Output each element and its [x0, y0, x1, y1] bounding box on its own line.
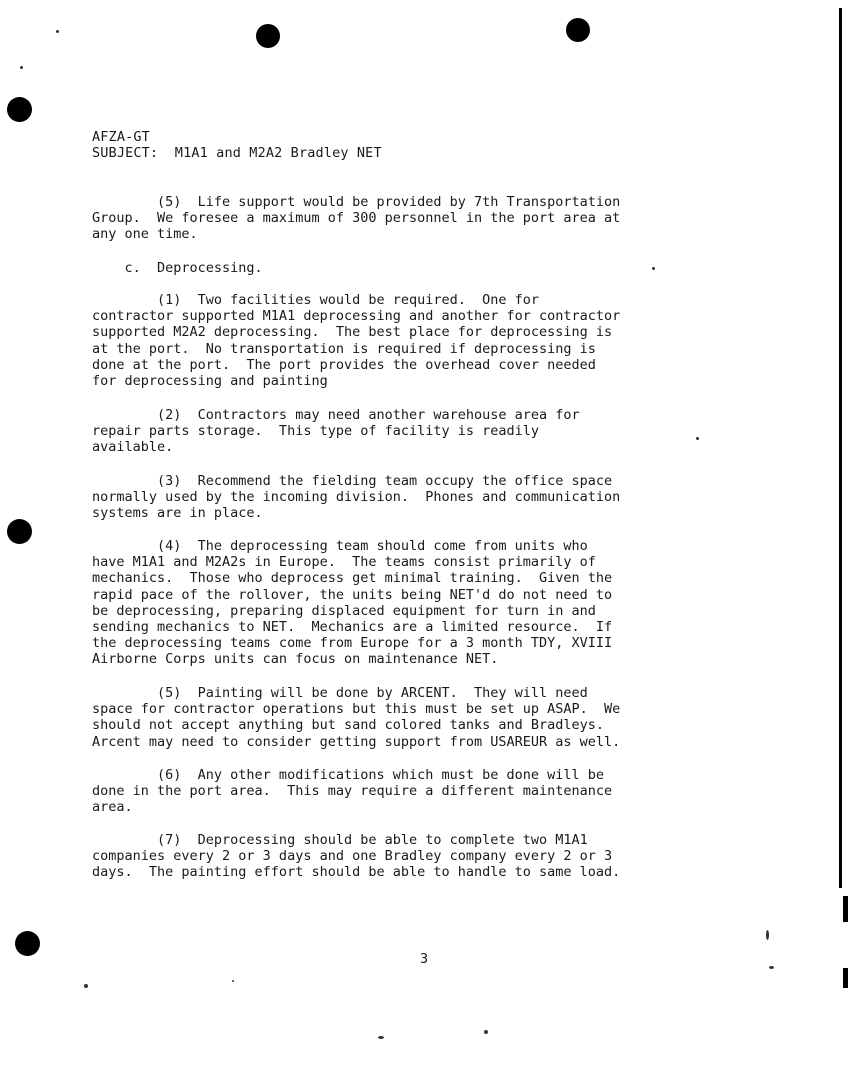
punch-hole-top-right	[566, 18, 590, 42]
scan-speck	[56, 30, 59, 33]
paragraph-2-contractors	[92, 407, 580, 456]
paragraph-line: should not accept anything but sand colored tanks and Bradleys.	[92, 717, 605, 734]
paragraph-5-painting	[92, 685, 620, 750]
paragraph-line: space for contractor operations but this must be set up ASAP. We	[92, 701, 621, 718]
paragraph-line: done at the port. The port provides the overhead cover needed	[92, 356, 596, 373]
scan-speck	[84, 984, 88, 988]
scan-speck	[766, 930, 769, 940]
punch-hole-top-left	[256, 24, 280, 48]
subject-line	[92, 145, 382, 161]
paragraph-line: supported M2A2 deprocessing. The best place for deprocessing is	[92, 324, 613, 341]
paragraph-line: be deprocessing, preparing displaced equipment for turn in and	[92, 602, 596, 619]
scan-speck	[378, 1036, 384, 1039]
paragraph-line: rapid pace of the rollover, the units being NET'd do not need to	[92, 586, 613, 603]
paragraph-line: (2) Contractors may need another warehouse area for	[92, 407, 580, 423]
scan-edge-mark-2	[843, 968, 848, 988]
paragraph-line: Arcent may need to consider getting support from USAREUR as well.	[92, 733, 621, 750]
paragraph-line: done in the port area. This may require a different maintenance	[92, 783, 613, 800]
paragraph-line: systems are in place.	[92, 505, 263, 522]
paragraph-line: at the port. No transportation is required if deprocessing is	[92, 340, 596, 357]
punch-hole-left-upper	[7, 97, 32, 122]
paragraph-line: repair parts storage. This type of facility is readily	[92, 423, 540, 440]
paragraph-line: days. The painting effort should be able to handle to same load.	[92, 864, 621, 881]
paragraph-1-facilities	[92, 292, 620, 389]
paragraph-line: (7) Deprocessing should be able to complete two M1A1	[92, 832, 588, 848]
subject-text: M1A1 and M2A2 Bradley NET	[174, 145, 382, 161]
paragraph-line: the deprocessing teams come from Europe for a 3 month TDY, XVIII	[92, 635, 613, 652]
paragraph-line: companies every 2 or 3 days and one Bradley company every 2 or 3	[92, 848, 613, 865]
paragraph-line: area.	[92, 799, 133, 816]
paragraph-6-modifications	[92, 767, 612, 816]
scan-speck	[20, 66, 23, 69]
paragraph-5-life-support	[92, 194, 620, 243]
section-c-heading	[92, 260, 263, 276]
office-symbol: AFZA-GT	[92, 129, 150, 145]
paragraph-line: (1) Two facilities would be required. One for	[92, 292, 540, 308]
paragraph-line: (4) The deprocessing team should come from units who	[92, 538, 588, 554]
paragraph-line: (5) Life support would be provided by 7th Transportation	[92, 194, 621, 210]
paragraph-line: for deprocessing and painting	[92, 373, 328, 390]
scan-speck	[696, 437, 699, 440]
paragraph-4-deprocessing-team	[92, 538, 612, 668]
scan-speck	[232, 980, 234, 982]
scan-speck	[769, 966, 774, 969]
paragraph-line: (5) Painting will be done by ARCENT. They will need	[92, 685, 588, 701]
paragraph-line: sending mechanics to NET. Mechanics are a limited resource. If	[92, 619, 613, 636]
subject-label: SUBJECT:	[92, 145, 159, 161]
paragraph-7-throughput	[92, 832, 620, 881]
paragraph-line: have M1A1 and M2A2s in Europe. The teams consist primarily of	[92, 554, 596, 571]
paragraph-line: available.	[92, 439, 174, 456]
scan-edge-mark-1	[843, 896, 848, 922]
punch-hole-left-lower	[15, 931, 40, 956]
page-number: 3	[420, 951, 429, 967]
paragraph-line: (3) Recommend the fielding team occupy the office space	[92, 473, 613, 489]
paragraph-3-office-space	[92, 473, 620, 522]
punch-hole-left-middle	[7, 519, 32, 544]
paragraph-line: Group. We foresee a maximum of 300 personnel in the port area at	[92, 210, 621, 227]
scan-edge-line	[839, 8, 842, 888]
paragraph-line: mechanics. Those who deprocess get minimal training. Given the	[92, 570, 613, 587]
paragraph-line: (6) Any other modifications which must be done will be	[92, 767, 605, 783]
paragraph-line: normally used by the incoming division. Phones and communication	[92, 489, 621, 506]
scan-speck	[484, 1030, 488, 1034]
scan-speck	[652, 267, 655, 270]
paragraph-line: any one time.	[92, 226, 198, 243]
paragraph-line: Airborne Corps units can focus on maintenance NET.	[92, 651, 499, 668]
section-heading: c. Deprocessing.	[92, 260, 263, 276]
paragraph-line: contractor supported M1A1 deprocessing and another for contractor	[92, 308, 621, 325]
